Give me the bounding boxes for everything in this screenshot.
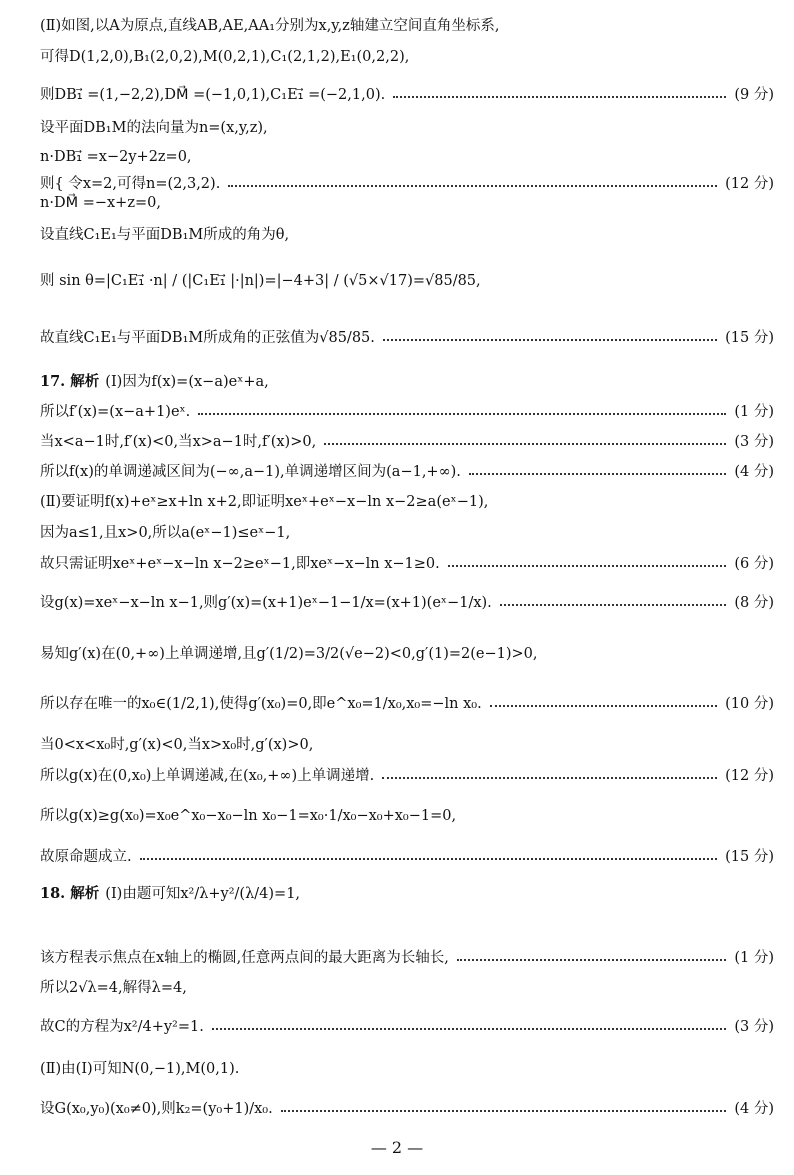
dot-leader (212, 1028, 727, 1030)
line-text: (Ⅱ)由(Ⅰ)可知N(0,−1),M(0,1). (40, 1061, 240, 1077)
solution-line (40, 1097, 774, 1118)
score-points: (12 分) (725, 176, 774, 192)
line-text: n·DM⃗ =−x+z=0, (40, 195, 161, 211)
score-points: (4 分) (734, 464, 774, 480)
solution-line (40, 326, 774, 347)
problem-heading: 17. 解析 (40, 373, 100, 390)
line-text: 设g(x)=xeˣ−x−ln x−1,则g′(x)=(x+1)eˣ−1−1/x=(x+1)(eˣ−1/x). (40, 595, 492, 611)
solution-line (40, 1057, 774, 1078)
line-text: 当x<a−1时,f′(x)<0,当x>a−1时,f′(x)>0, (40, 434, 317, 450)
line-text: 设直线C₁E₁与平面DB₁M所成的角为θ, (40, 227, 290, 243)
dot-leader (469, 473, 726, 475)
line-text: 故C的方程为x²/4+y²=1. (40, 1019, 204, 1035)
score-points: (15 分) (725, 849, 774, 865)
solution-line (40, 45, 774, 66)
dot-leader (382, 777, 717, 779)
line-text: 所以g(x)≥g(x₀)=x₀e^x₀−x₀−ln x₀−1=x₀·1/x₀−x₀+x₀−1=0, (40, 808, 457, 824)
score-points: (1 分) (734, 404, 774, 420)
solution-line (40, 400, 774, 421)
solution-line (40, 149, 774, 165)
page-number: — 2 — (370, 1138, 424, 1157)
line-text: 则{ 令x=2,可得n=(2,3,2). (40, 176, 221, 192)
line-text: 该方程表示焦点在x轴上的椭圆,任意两点间的最大距离为长轴长, (40, 950, 449, 966)
solution-line (40, 976, 774, 997)
solution-line (40, 764, 774, 785)
score-points: (3 分) (734, 434, 774, 450)
solution-line (40, 1015, 774, 1036)
line-text: 所以存在唯一的x₀∈(1/2,1),使得g′(x₀)=0,即e^x₀=1/x₀,x₀=−ln x₀. (40, 696, 482, 712)
solution-line (40, 521, 774, 542)
dot-leader (448, 565, 727, 567)
line-text: 所以f′(x)=(x−a+1)eˣ. (40, 404, 191, 420)
line-text: 设平面DB₁M的法向量为n=(x,y,z), (40, 120, 268, 136)
solution-line (40, 733, 774, 754)
solution-line (40, 269, 774, 290)
score-points: (12 分) (725, 768, 774, 784)
solution-line (40, 223, 774, 244)
solution-line (40, 882, 774, 903)
score-points: (8 分) (734, 595, 774, 611)
score-points: (15 分) (725, 330, 774, 346)
solution-line (40, 591, 774, 612)
line-text: 因为a≤1,且x>0,所以a(eˣ−1)≤eˣ−1, (40, 525, 291, 541)
dot-leader (198, 413, 726, 415)
solution-line (40, 490, 774, 511)
score-points: (1 分) (734, 950, 774, 966)
line-text: n·DB₁⃗ =x−2y+2z=0, (40, 149, 192, 165)
score-points: (10 分) (725, 696, 774, 712)
line-text: 所以2√λ=4,解得λ=4, (40, 980, 187, 996)
solution-line (40, 370, 774, 391)
solution-line (40, 552, 774, 573)
line-text: (Ⅱ)如图,以A为原点,直线AB,AE,AA₁分别为x,y,z轴建立空间直角坐标系, (40, 18, 500, 34)
line-text: 可得D(1,2,0),B₁(2,0,2),M(0,2,1),C₁(2,1,2),E₁(0,2,2), (40, 49, 410, 65)
solution-line (40, 172, 774, 193)
solution-line (40, 642, 774, 663)
dot-leader (490, 705, 717, 707)
solution-line (40, 804, 774, 825)
solution-line (40, 845, 774, 866)
dot-leader (140, 858, 718, 860)
score-points: (3 分) (734, 1019, 774, 1035)
solution-line (40, 946, 774, 967)
line-text: 故原命题成立. (40, 849, 132, 865)
solution-line (40, 14, 774, 35)
line-text: 则DB₁⃗ =(1,−2,2),DM⃗ =(−1,0,1),C₁E₁⃗ =(−2,1,0). (40, 87, 386, 103)
line-text: 故直线C₁E₁与平面DB₁M所成角的正弦值为√85/85. (40, 330, 375, 346)
dot-leader (324, 443, 726, 445)
line-text: 所以f(x)的单调递减区间为(−∞,a−1),单调递增区间为(a−1,+∞). (40, 464, 461, 480)
solution-line (40, 116, 774, 137)
line-text: 设G(x₀,y₀)(x₀≠0),则k₂=(y₀+1)/x₀. (40, 1101, 273, 1117)
line-text: 所以g(x)在(0,x₀)上单调递减,在(x₀,+∞)上单调递增. (40, 768, 375, 784)
line-text: (Ⅰ)因为f(x)=(x−a)eˣ+a, (105, 374, 269, 390)
line-text: (Ⅱ)要证明f(x)+eˣ≥x+ln x+2,即证明xeˣ+eˣ−x−ln x−2≥a(eˣ−1), (40, 494, 489, 510)
dot-leader (500, 604, 727, 606)
line-text: 易知g′(x)在(0,+∞)上单调递增,且g′(1/2)=3/2(√e−2)<0,g′(1)=2(e−1)>0, (40, 646, 538, 662)
line-text: 则 sin θ=|C₁E₁⃗ ·n| / (|C₁E₁⃗ |·|n|)=|−4+3| / (√5×√17)=√85/85, (40, 273, 481, 289)
dot-leader (457, 959, 726, 961)
score-points: (4 分) (734, 1101, 774, 1117)
solution-line (40, 430, 774, 451)
line-text: 故只需证明xeˣ+eˣ−x−ln x−2≥eˣ−1,即xeˣ−x−ln x−1≥0. (40, 556, 440, 572)
score-points: (6 分) (734, 556, 774, 572)
solution-line (40, 692, 774, 713)
solution-line (40, 195, 774, 211)
solution-line (40, 460, 774, 481)
score-points: (9 分) (734, 87, 774, 103)
dot-leader (393, 96, 726, 98)
problem-heading: 18. 解析 (40, 885, 100, 902)
solution-line (40, 83, 774, 104)
line-text: (Ⅰ)由题可知x²/λ+y²/(λ/4)=1, (105, 886, 301, 902)
dot-leader (383, 339, 717, 341)
dot-leader (281, 1110, 727, 1112)
line-text: 当0<x<x₀时,g′(x)<0,当x>x₀时,g′(x)>0, (40, 737, 314, 753)
dot-leader (228, 185, 717, 187)
